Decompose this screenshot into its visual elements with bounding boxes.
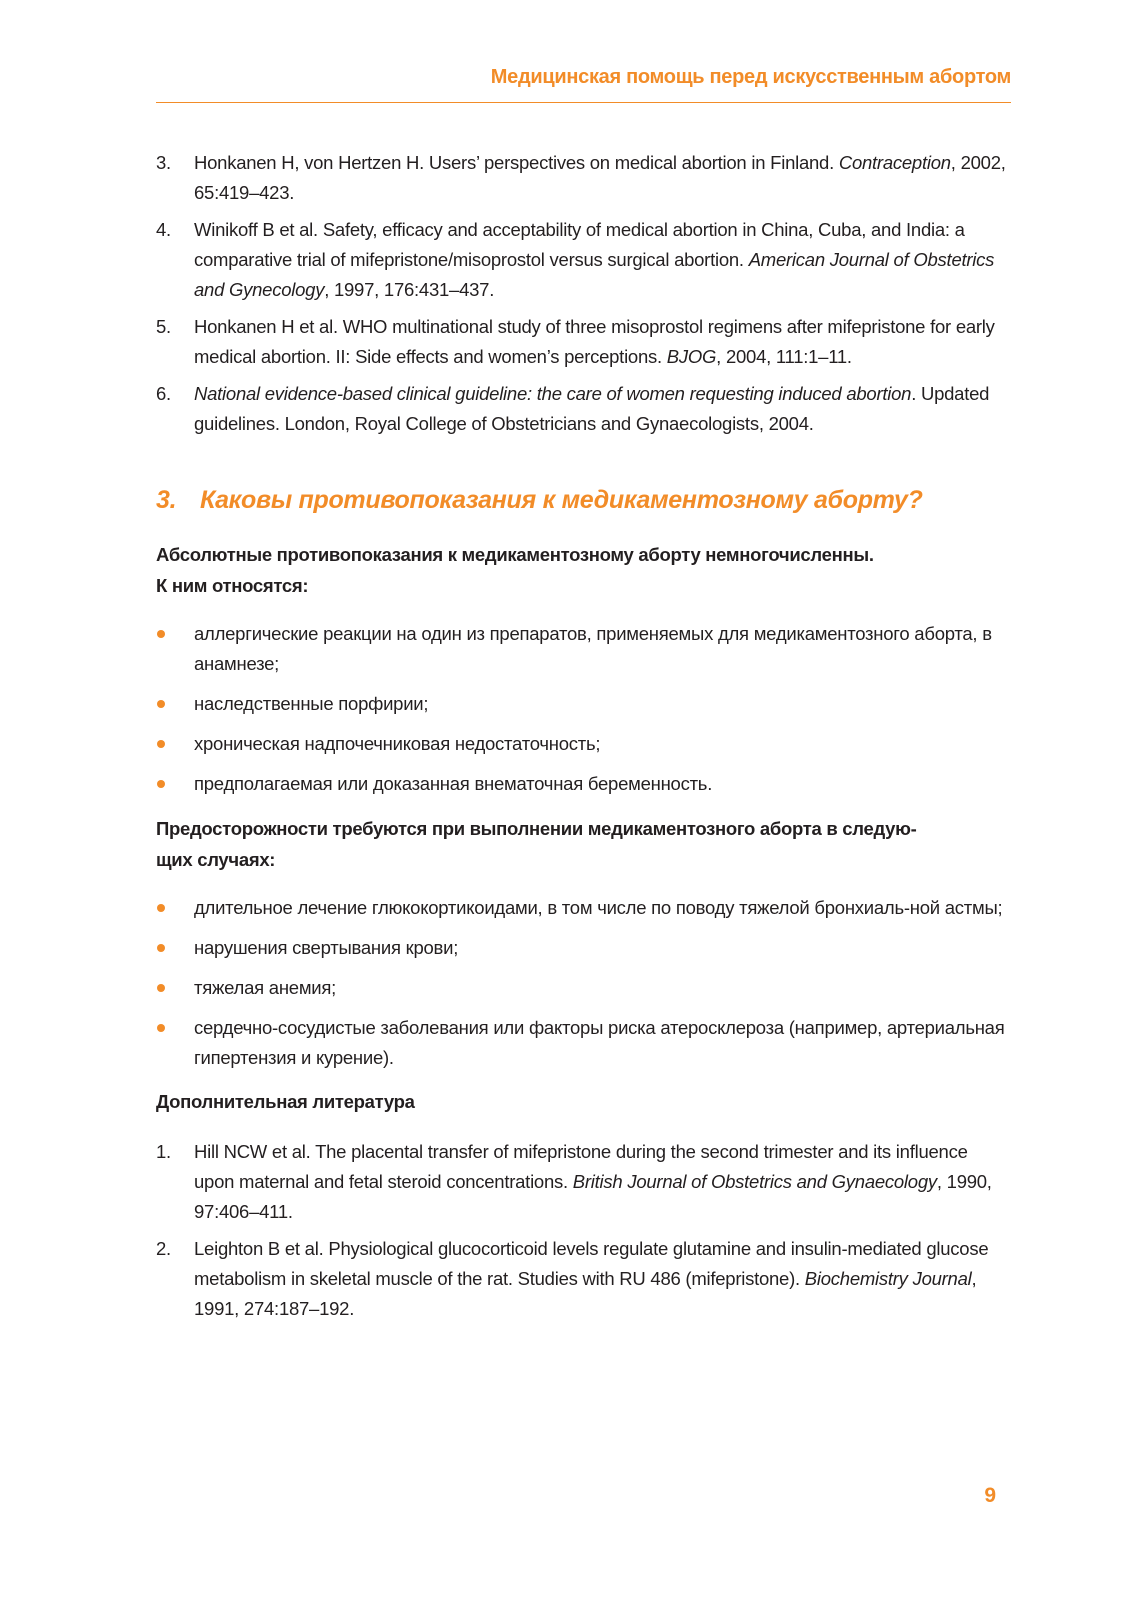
- bullet-dot-icon: [157, 740, 165, 748]
- reference-text: , 1991, 274:187–192.: [194, 1268, 977, 1319]
- section-heading: [156, 483, 1011, 517]
- reference-item: [156, 1234, 1011, 1324]
- reference-text: , 2004, 111:1–11.: [716, 346, 852, 367]
- reference-text: , 1997, 176:431–437.: [324, 279, 495, 300]
- reference-source-title: British Journal of Obstetrics and Gynaecology: [572, 1171, 937, 1192]
- bullet-item: [156, 619, 1011, 679]
- bullet-dot-icon: [157, 700, 165, 708]
- running-header-title: Медицинская помощь перед искусственным абортом: [490, 66, 1011, 88]
- reference-number: 5.: [156, 316, 171, 337]
- reference-number: 4.: [156, 219, 171, 240]
- bullet-item: [156, 1013, 1011, 1073]
- bullet-dot-icon: [157, 780, 165, 788]
- reference-item: [156, 215, 1011, 305]
- bullet-dot-icon: [157, 1024, 165, 1032]
- further-reading-list: [156, 1137, 1011, 1324]
- page-number: 9: [984, 1484, 996, 1507]
- reference-number: 1.: [156, 1141, 171, 1162]
- page-content: [156, 148, 1011, 1331]
- section-number: 3.: [156, 486, 177, 514]
- bullet-item: [156, 973, 1011, 1003]
- contraindications-list: [156, 619, 1011, 799]
- reference-number: 3.: [156, 152, 171, 173]
- contraindications-lead: [156, 539, 1011, 601]
- reference-source-title: American Journal of Obstetrics and Gynecology: [194, 249, 995, 300]
- reference-text: . Updated guidelines. London, Royal College of Obstetricians and Gynaecologists, 2004.: [194, 383, 990, 434]
- reference-text: Honkanen H et al. WHO multinational study of three misoprostol regimens after mifepristone for early medical abortion. II: Side effects and women’s perceptions.: [194, 316, 995, 367]
- reference-text: Hill NCW et al. The placental transfer of mifepristone during the second trimester and its influence upon maternal and fetal steroid concentrations.: [194, 1141, 968, 1192]
- reference-item: [156, 312, 1011, 372]
- bullet-text: наследственные порфирии;: [194, 693, 429, 714]
- bullet-dot-icon: [157, 944, 165, 952]
- precautions-lead-line2: щих случаях:: [156, 849, 276, 870]
- bullet-item: [156, 689, 1011, 719]
- reference-number: 2.: [156, 1238, 171, 1259]
- precautions-lead-line1: Предосторожности требуются при выполнении медикаментозного аборта в следую-: [156, 818, 917, 839]
- precautions-lead: [156, 813, 1011, 875]
- reference-text: Honkanen H, von Hertzen H. Users’ perspectives on medical abortion in Finland.: [194, 152, 839, 173]
- bullet-text: тяжелая анемия;: [194, 977, 337, 998]
- bullet-text: хроническая надпочечниковая недостаточность;: [194, 733, 601, 754]
- reference-item: [156, 1137, 1011, 1227]
- bullet-text: длительное лечение глюкокортикоидами, в том числе по поводу тяжелой бронхиаль-ной астмы;: [194, 897, 1003, 918]
- reference-source-title: BJOG: [666, 346, 717, 367]
- reference-source-title: Biochemistry Journal: [804, 1268, 972, 1289]
- precautions-list: [156, 893, 1011, 1073]
- bullet-dot-icon: [157, 904, 165, 912]
- reference-text: Winikoff B et al. Safety, efficacy and acceptability of medical abortion in China, Cuba, and India: a comparative trial of mifepristone/misoprostol versus surgical abortion.: [194, 219, 965, 270]
- bullet-item: [156, 729, 1011, 759]
- further-reading-heading: Дополнительная литература: [156, 1091, 415, 1112]
- bullet-text: нарушения свертывания крови;: [194, 937, 459, 958]
- reference-text: , 1990, 97:406–411.: [194, 1171, 992, 1222]
- reference-text: Leighton B et al. Physiological glucocorticoid levels regulate glutamine and insulin-mediated glucose metabolism in skeletal muscle of the rat. Studies with RU 486 (mifepristone).: [194, 1238, 989, 1289]
- section-title-text: Каковы противопоказания к медикаментозному аборту?: [200, 486, 923, 514]
- reference-list-continued: [156, 148, 1011, 439]
- contraindications-lead-line1: Абсолютные противопоказания к медикаментозному аборту немногочисленны.: [156, 544, 874, 565]
- contraindications-lead-line2: К ним относятся:: [156, 575, 309, 596]
- bullet-item: [156, 769, 1011, 799]
- reference-source-title: National evidence-based clinical guideline: the care of women requesting induced abortion: [194, 383, 912, 404]
- bullet-dot-icon: [157, 630, 165, 638]
- reference-item: [156, 379, 1011, 439]
- reference-number: 6.: [156, 383, 171, 404]
- reference-source-title: Contraception: [838, 152, 951, 173]
- bullet-text: предполагаемая или доказанная внематочная беременность.: [194, 773, 713, 794]
- bullet-item: [156, 893, 1011, 923]
- bullet-text: сердечно-сосудистые заболевания или факторы риска атеросклероза (например, артериальная гипертензия и курение).: [194, 1017, 1005, 1068]
- bullet-text: аллергические реакции на один из препаратов, применяемых для медикаментозного аборта, в анамнезе;: [194, 623, 992, 674]
- reference-text: , 2002, 65:419–423.: [194, 152, 1006, 203]
- bullet-dot-icon: [157, 984, 165, 992]
- running-header: [156, 62, 1011, 103]
- reference-item: [156, 148, 1011, 208]
- bullet-item: [156, 933, 1011, 963]
